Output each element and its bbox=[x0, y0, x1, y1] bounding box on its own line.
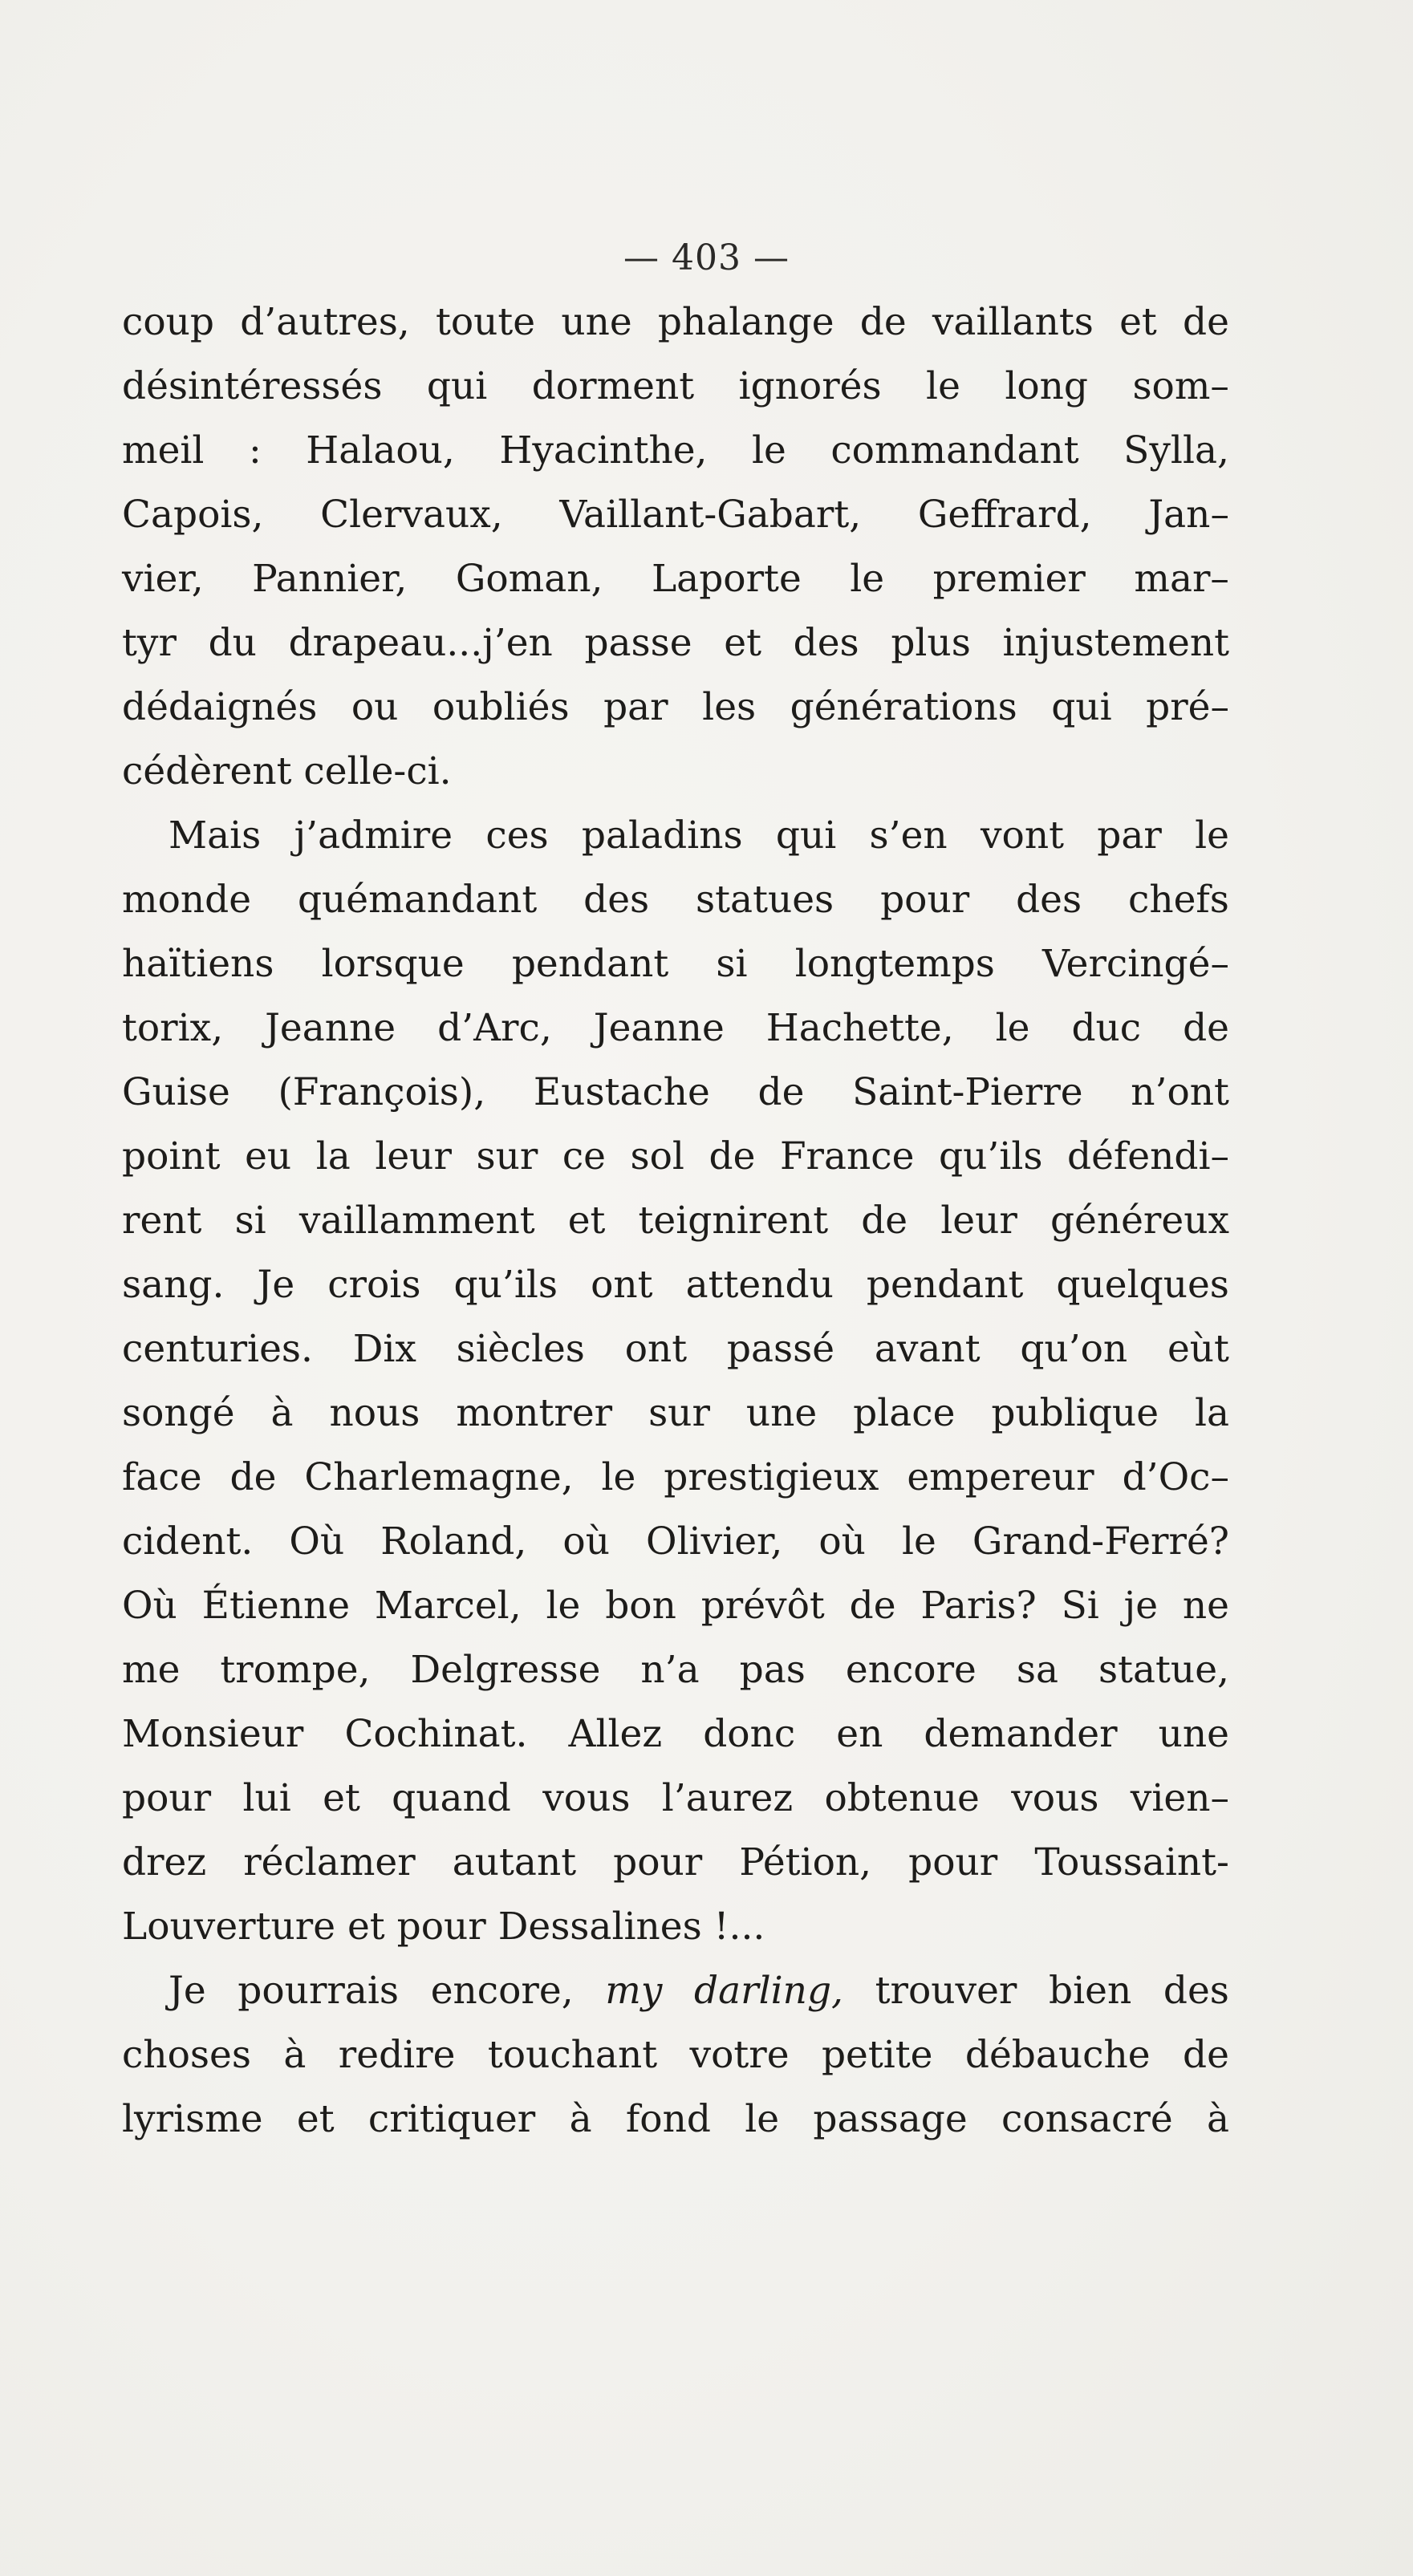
text-line: meil : Halaou, Hyacinthe, le commandant Sylla, bbox=[122, 428, 1229, 473]
text-line: monde quémandant des statues pour des chefs bbox=[122, 878, 1229, 922]
text-line: Guise (François), Eustache de Saint-Pierre n’ont bbox=[122, 1070, 1229, 1114]
text-line: coup d’autres, toute une phalange de vaillants et de bbox=[122, 300, 1229, 344]
text-line: Monsieur Cochinat. Allez donc en demander une bbox=[122, 1712, 1229, 1756]
page-number: — 403 — bbox=[623, 237, 790, 278]
text-line: Je pourrais encore, my darling, trouver bien des bbox=[169, 1969, 1229, 2013]
text-line: drez réclamer autant pour Pétion, pour Toussaint- bbox=[122, 1840, 1229, 1884]
text-line: cédèrent celle-ci. bbox=[122, 749, 452, 793]
text-line: haïtiens lorsque pendant si longtemps Vercingé– bbox=[122, 942, 1229, 986]
text-line: rent si vaillamment et teignirent de leur généreux bbox=[122, 1199, 1229, 1243]
text-line: point eu la leur sur ce sol de France qu’ils défendi– bbox=[122, 1134, 1229, 1178]
text-line: Capois, Clervaux, Vaillant-Gabart, Geffrard, Jan– bbox=[122, 493, 1229, 537]
text-line: Où Étienne Marcel, le bon prévôt de Paris? Si je ne bbox=[122, 1584, 1229, 1628]
text-line: dédaignés ou oubliés par les générations qui pré– bbox=[122, 685, 1229, 729]
text-line: pour lui et quand vous l’aurez obtenue vous vien– bbox=[122, 1776, 1229, 1820]
text-line: vier, Pannier, Goman, Laporte le premier mar– bbox=[122, 557, 1229, 601]
text-line: désintéressés qui dorment ignorés le long som– bbox=[122, 364, 1229, 408]
text-line: Mais j’admire ces paladins qui s’en vont par le bbox=[169, 813, 1229, 858]
body-text bbox=[122, 290, 1229, 2152]
text-line: me trompe, Delgresse n’a pas encore sa statue, bbox=[122, 1648, 1229, 1692]
text-line: centuries. Dix siècles ont passé avant qu’on eùt bbox=[122, 1327, 1229, 1371]
text-line: cident. Où Roland, où Olivier, où le Grand-Ferré? bbox=[122, 1519, 1229, 1564]
text-line: tyr du drapeau...j’en passe et des plus injustement bbox=[122, 621, 1229, 665]
text-line: Louverture et pour Dessalines !... bbox=[122, 1905, 765, 1949]
text-line: choses à redire touchant votre petite débauche de bbox=[122, 2033, 1229, 2077]
text-line: sang. Je crois qu’ils ont attendu pendant quelques bbox=[122, 1263, 1229, 1307]
text-line: songé à nous montrer sur une place publique la bbox=[122, 1391, 1229, 1435]
text-line: face de Charlemagne, le prestigieux empereur d’Oc– bbox=[122, 1455, 1229, 1499]
text-line: lyrisme et critiquer à fond le passage consacré à bbox=[122, 2097, 1229, 2141]
text-line: torix, Jeanne d’Arc, Jeanne Hachette, le duc de bbox=[122, 1006, 1229, 1050]
